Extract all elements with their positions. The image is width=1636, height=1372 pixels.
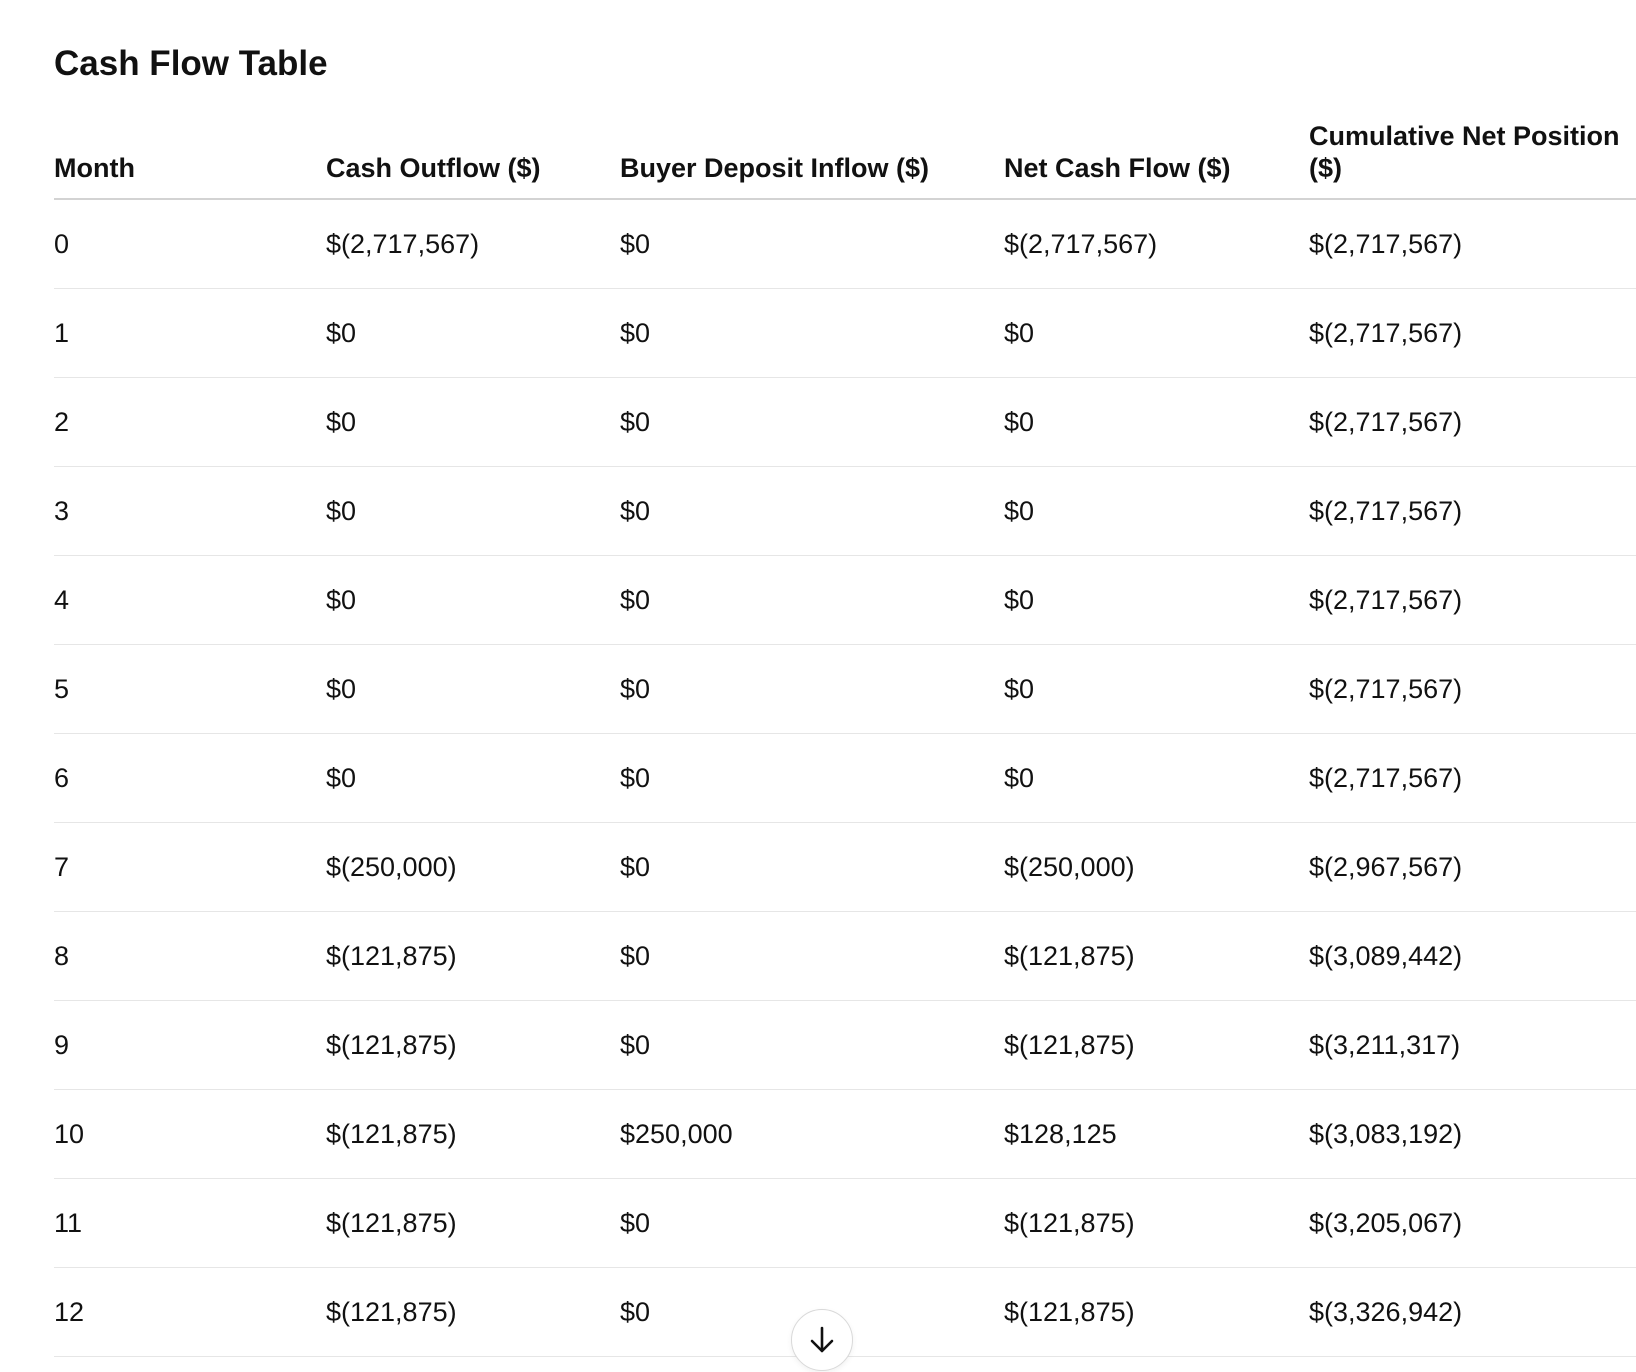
cell-cash-outflow: $(121,875) bbox=[326, 1001, 620, 1090]
cell-net-cash-flow: $(121,875) bbox=[1004, 1001, 1309, 1090]
table-row bbox=[54, 1179, 1636, 1268]
cell-cumulative-net-position: $(3,205,067) bbox=[1309, 1179, 1636, 1268]
scroll-to-bottom-button[interactable] bbox=[791, 1309, 853, 1371]
cell-cumulative-net-position: $(3,089,442) bbox=[1309, 912, 1636, 1001]
cell-buyer-deposit-inflow: $0 bbox=[620, 912, 1004, 1001]
column-header-cumulative-net-position: Cumulative Net Position ($) bbox=[1309, 110, 1636, 199]
table-row bbox=[54, 289, 1636, 378]
cell-month: 0 bbox=[54, 199, 326, 289]
cell-net-cash-flow: $(250,000) bbox=[1004, 823, 1309, 912]
cell-buyer-deposit-inflow: $0 bbox=[620, 1179, 1004, 1268]
cell-buyer-deposit-inflow: $0 bbox=[620, 734, 1004, 823]
cell-net-cash-flow: $(121,875) bbox=[1004, 1179, 1309, 1268]
column-header-cash-outflow: Cash Outflow ($) bbox=[326, 110, 620, 199]
cell-month: 11 bbox=[54, 1179, 326, 1268]
cell-month: 9 bbox=[54, 1001, 326, 1090]
table-row bbox=[54, 734, 1636, 823]
cell-net-cash-flow: $(121,875) bbox=[1004, 1268, 1309, 1357]
cell-month: 12 bbox=[54, 1268, 326, 1357]
cell-cumulative-net-position: $(2,717,567) bbox=[1309, 467, 1636, 556]
cell-cumulative-net-position: $(2,717,567) bbox=[1309, 289, 1636, 378]
column-header-net-cash-flow: Net Cash Flow ($) bbox=[1004, 110, 1309, 199]
cell-cumulative-net-position: $(2,717,567) bbox=[1309, 734, 1636, 823]
table-row bbox=[54, 199, 1636, 289]
cell-cash-outflow: $(121,875) bbox=[326, 1090, 620, 1179]
cell-month: 2 bbox=[54, 378, 326, 467]
column-header-buyer-deposit-inflow: Buyer Deposit Inflow ($) bbox=[620, 110, 1004, 199]
cell-net-cash-flow: $(121,875) bbox=[1004, 912, 1309, 1001]
table-row bbox=[54, 378, 1636, 467]
table-row bbox=[54, 823, 1636, 912]
cell-net-cash-flow: $0 bbox=[1004, 556, 1309, 645]
column-header-month: Month bbox=[54, 110, 326, 199]
cash-flow-table bbox=[54, 110, 1636, 1357]
cell-month: 6 bbox=[54, 734, 326, 823]
cell-cumulative-net-position: $(3,211,317) bbox=[1309, 1001, 1636, 1090]
cell-buyer-deposit-inflow: $0 bbox=[620, 1001, 1004, 1090]
cell-cash-outflow: $0 bbox=[326, 645, 620, 734]
cell-month: 4 bbox=[54, 556, 326, 645]
table-row bbox=[54, 645, 1636, 734]
cell-cash-outflow: $(121,875) bbox=[326, 1268, 620, 1357]
cell-net-cash-flow: $(2,717,567) bbox=[1004, 199, 1309, 289]
cell-cumulative-net-position: $(2,967,567) bbox=[1309, 823, 1636, 912]
cell-buyer-deposit-inflow: $0 bbox=[620, 556, 1004, 645]
cell-cash-outflow: $0 bbox=[326, 734, 620, 823]
cell-cash-outflow: $(250,000) bbox=[326, 823, 620, 912]
cell-cumulative-net-position: $(2,717,567) bbox=[1309, 556, 1636, 645]
cell-month: 7 bbox=[54, 823, 326, 912]
page-title: Cash Flow Table bbox=[54, 44, 328, 83]
cell-net-cash-flow: $0 bbox=[1004, 645, 1309, 734]
cell-month: 8 bbox=[54, 912, 326, 1001]
cell-month: 1 bbox=[54, 289, 326, 378]
cell-month: 5 bbox=[54, 645, 326, 734]
cell-cash-outflow: $(2,717,567) bbox=[326, 199, 620, 289]
cell-cash-outflow: $(121,875) bbox=[326, 912, 620, 1001]
cell-cash-outflow: $0 bbox=[326, 378, 620, 467]
cell-buyer-deposit-inflow: $250,000 bbox=[620, 1090, 1004, 1179]
cell-buyer-deposit-inflow: $0 bbox=[620, 1268, 1004, 1357]
cell-net-cash-flow: $0 bbox=[1004, 734, 1309, 823]
table-header-row bbox=[54, 110, 1636, 199]
cell-buyer-deposit-inflow: $0 bbox=[620, 289, 1004, 378]
table-row bbox=[54, 1001, 1636, 1090]
cell-cumulative-net-position: $(3,083,192) bbox=[1309, 1090, 1636, 1179]
table-row bbox=[54, 467, 1636, 556]
cell-net-cash-flow: $0 bbox=[1004, 467, 1309, 556]
cell-month: 3 bbox=[54, 467, 326, 556]
cell-buyer-deposit-inflow: $0 bbox=[620, 645, 1004, 734]
cell-cumulative-net-position: $(2,717,567) bbox=[1309, 378, 1636, 467]
cell-buyer-deposit-inflow: $0 bbox=[620, 378, 1004, 467]
table-body bbox=[54, 199, 1636, 1357]
table-row bbox=[54, 556, 1636, 645]
cell-cash-outflow: $(121,875) bbox=[326, 1179, 620, 1268]
cell-net-cash-flow: $128,125 bbox=[1004, 1090, 1309, 1179]
table-row bbox=[54, 1090, 1636, 1179]
cell-cash-outflow: $0 bbox=[326, 467, 620, 556]
cell-cumulative-net-position: $(3,326,942) bbox=[1309, 1268, 1636, 1357]
cell-buyer-deposit-inflow: $0 bbox=[620, 823, 1004, 912]
cell-cumulative-net-position: $(2,717,567) bbox=[1309, 199, 1636, 289]
cell-net-cash-flow: $0 bbox=[1004, 289, 1309, 378]
cell-cash-outflow: $0 bbox=[326, 556, 620, 645]
arrow-down-icon bbox=[808, 1325, 836, 1355]
cell-net-cash-flow: $0 bbox=[1004, 378, 1309, 467]
table-row bbox=[54, 912, 1636, 1001]
cell-buyer-deposit-inflow: $0 bbox=[620, 199, 1004, 289]
cell-buyer-deposit-inflow: $0 bbox=[620, 467, 1004, 556]
cell-cash-outflow: $0 bbox=[326, 289, 620, 378]
cell-month: 10 bbox=[54, 1090, 326, 1179]
cell-cumulative-net-position: $(2,717,567) bbox=[1309, 645, 1636, 734]
